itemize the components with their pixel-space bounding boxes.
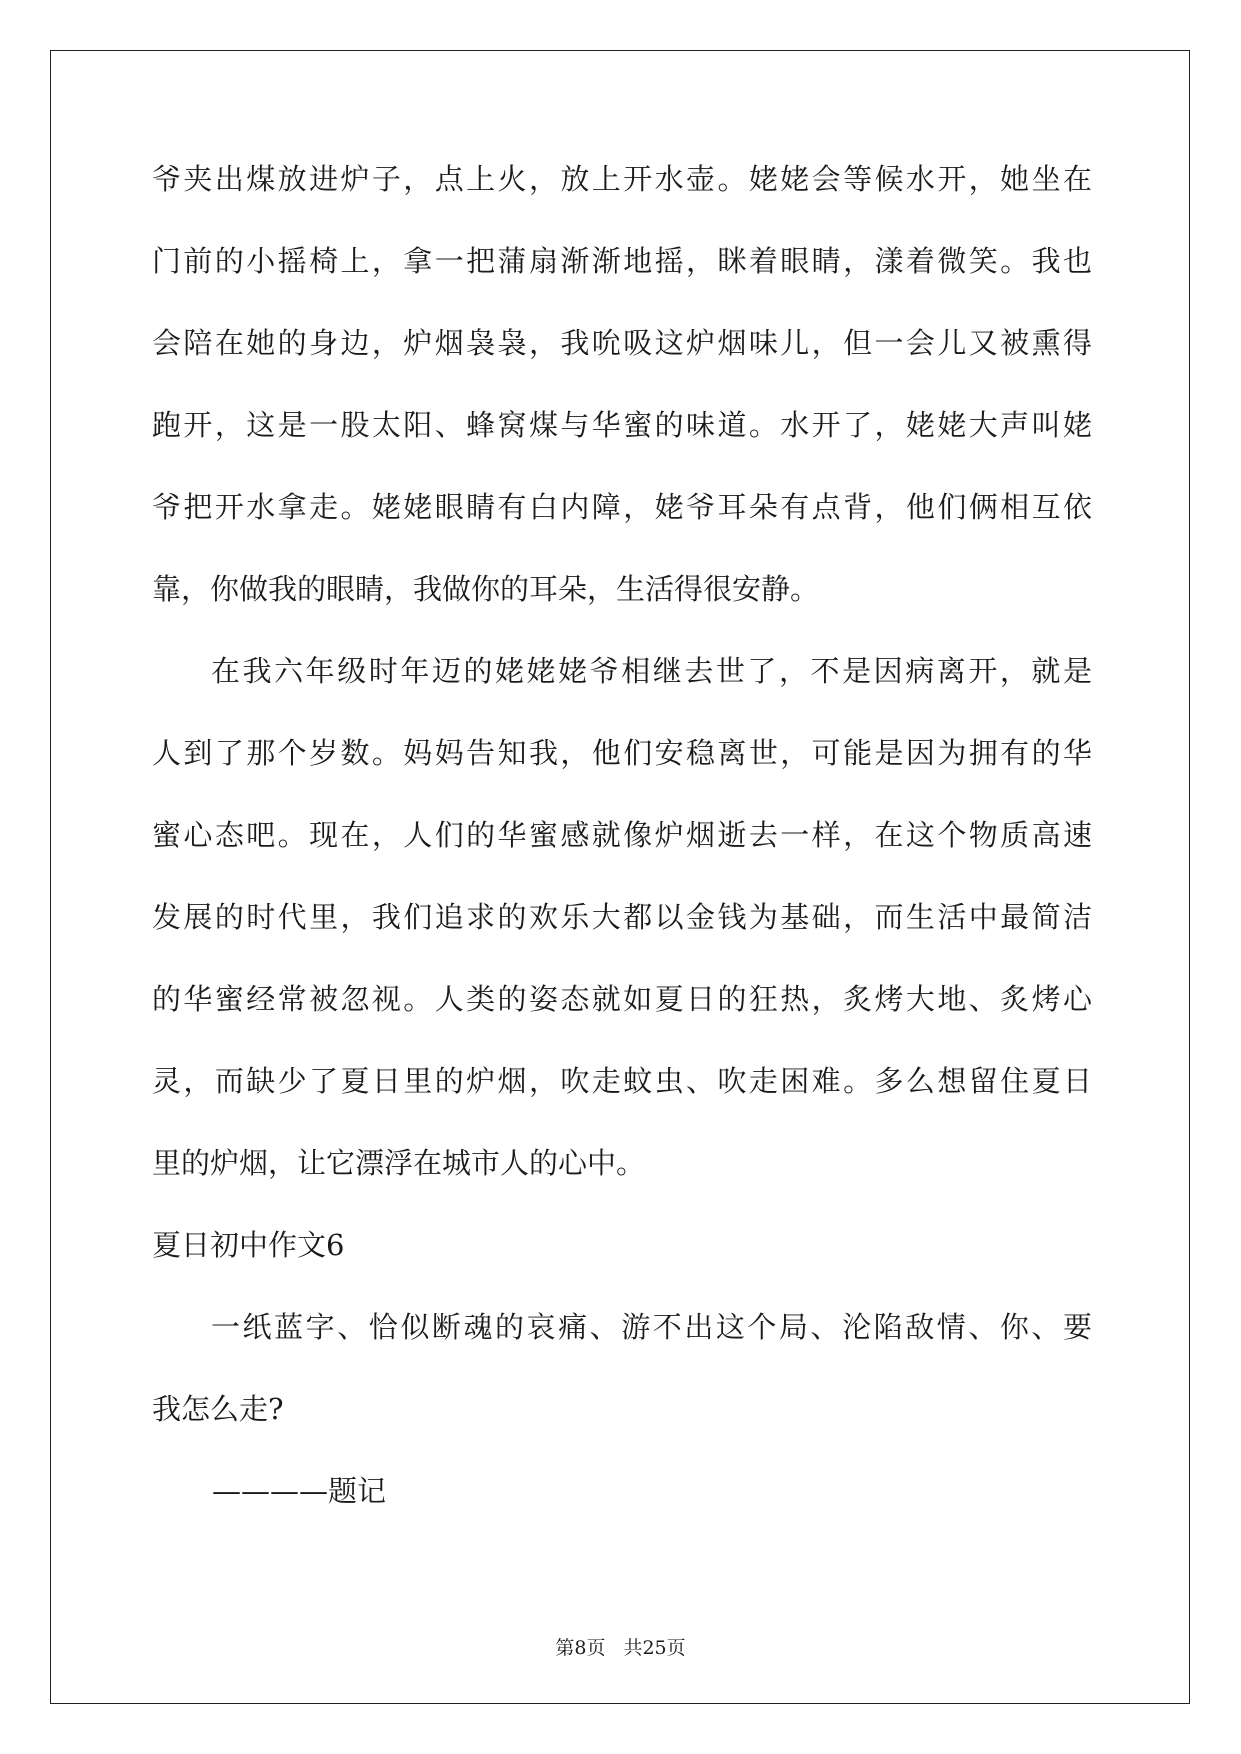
text-line: 一纸蓝字、恰似断魂的哀痛、游不出这个局、沦陷敌情、你、要 [211,1310,1092,1344]
section-heading: 夏日初中作文6 [152,1228,345,1262]
text-line: 灵，而缺少了夏日里的炉烟，吹走蚊虫、吹走困难。多么想留住夏日 [152,1064,1092,1098]
document-body [152,162,1092,1556]
page-total: 共25页 [623,1637,686,1659]
text-line: 爷把开水拿走。姥姥眼睛有白内障，姥爷耳朵有点背，他们俩相互依 [152,490,1092,524]
text-line: 人到了那个岁数。妈妈告知我，他们安稳离世，可能是因为拥有的华 [152,736,1092,770]
text-line: 靠，你做我的眼睛，我做你的耳朵，生活得很安静。 [152,572,820,606]
text-line: 爷夹出煤放进炉子，点上火，放上开水壶。姥姥会等候水开，她坐在 [152,162,1092,196]
page-number: 第8页 [555,1637,606,1659]
text-line: 会陪在她的身边，炉烟袅袅，我吮吸这炉烟味儿，但一会儿又被熏得 [152,326,1092,360]
text-line: 蜜心态吧。现在，人们的华蜜感就像炉烟逝去一样，在这个物质高速 [152,818,1092,852]
text-line: 的华蜜经常被忽视。人类的姿态就如夏日的狂热，炙烤大地、炙烤心 [152,982,1092,1016]
epigraph-signature: ————题记 [212,1474,387,1508]
text-line: 我怎么走? [152,1392,284,1426]
page-footer [0,1636,1241,1660]
text-line: 发展的时代里，我们追求的欢乐大都以金钱为基础，而生活中最简洁 [152,900,1092,934]
text-line: 在我六年级时年迈的姥姥姥爷相继去世了，不是因病离开，就是 [211,654,1092,688]
text-line: 门前的小摇椅上，拿一把蒲扇渐渐地摇，眯着眼睛，漾着微笑。我也 [152,244,1092,278]
text-line: 里的炉烟，让它漂浮在城市人的心中。 [152,1146,646,1180]
text-line: 跑开，这是一股太阳、蜂窝煤与华蜜的味道。水开了，姥姥大声叫姥 [152,408,1092,442]
